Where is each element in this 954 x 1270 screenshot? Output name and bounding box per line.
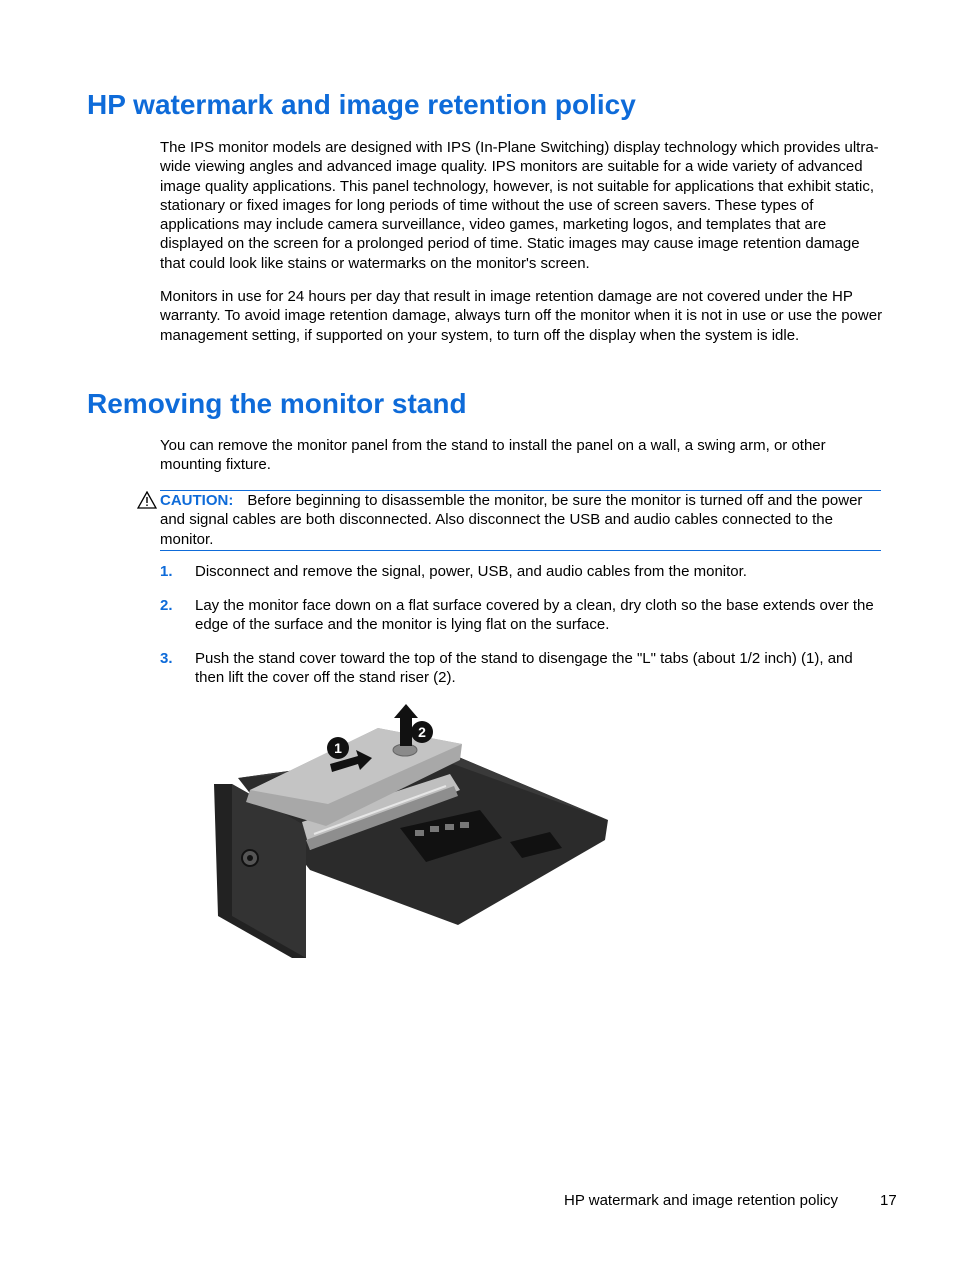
caution-message: Before beginning to disassemble the monitor, be sure the monitor is turned off and the power and signal cables are both disconnected. Also disconnect the USB and audio cables connected to the monitor. [160,492,863,548]
callout-1: 1 [334,740,342,756]
caution-label: CAUTION: [160,492,234,509]
step-text: Disconnect and remove the signal, power, USB, and audio cables from the monitor. [195,563,747,580]
monitor-stand-removal-illustration [210,700,610,962]
step-text: Lay the monitor face down on a flat surface covered by a clean, dry cloth so the base extends over the edge of the surface and the monitor is lying flat on the surface. [195,597,874,634]
caution-box [160,490,881,551]
step-number: 3. [160,650,173,667]
step-number: 2. [160,597,173,614]
footer-section-title: HP watermark and image retention policy [564,1192,839,1209]
warning-triangle-icon [137,491,157,509]
section-title-removing-stand: Removing the monitor stand [87,388,467,419]
caution-text-block [160,491,881,549]
step-number: 1. [160,563,173,580]
paragraph-ips-description: The IPS monitor models are designed with IPS (In-Plane Switching) display technology which provides ultra-wide viewing angles and advanced image quality. IPS monitors are suitable for a wide variety of advanced image quality applications. This panel technology, however, is not suitable for applications that exhibit static, stationary or fixed images for long periods of time without the use of screen savers. These types of applications may include camera surveillance, video games, marketing logos, and templates that are displayed on the screen for a prolonged period of time. Static images may cause image retention damage that could look like stains or watermarks on the monitor's screen. [160,139,879,272]
paragraph-stand-intro: You can remove the monitor panel from the stand to install the panel on a wall, a swing arm, or other mounting fixture. [160,437,826,474]
section-title-watermark: HP watermark and image retention policy [87,89,636,120]
page-number: 17 [880,1192,897,1209]
step-text: Push the stand cover toward the top of the stand to disengage the "L" tabs (about 1/2 inch) (1), and then lift the cover off the stand riser (2). [195,650,853,687]
paragraph-warranty: Monitors in use for 24 hours per day that result in image retention damage are not covered under the HP warranty. To avoid image retention damage, always turn off the monitor when it is not in use or use the power management setting, if supported on your system, to turn off the display when the system is idle. [160,288,883,344]
callout-2: 2 [418,724,426,740]
